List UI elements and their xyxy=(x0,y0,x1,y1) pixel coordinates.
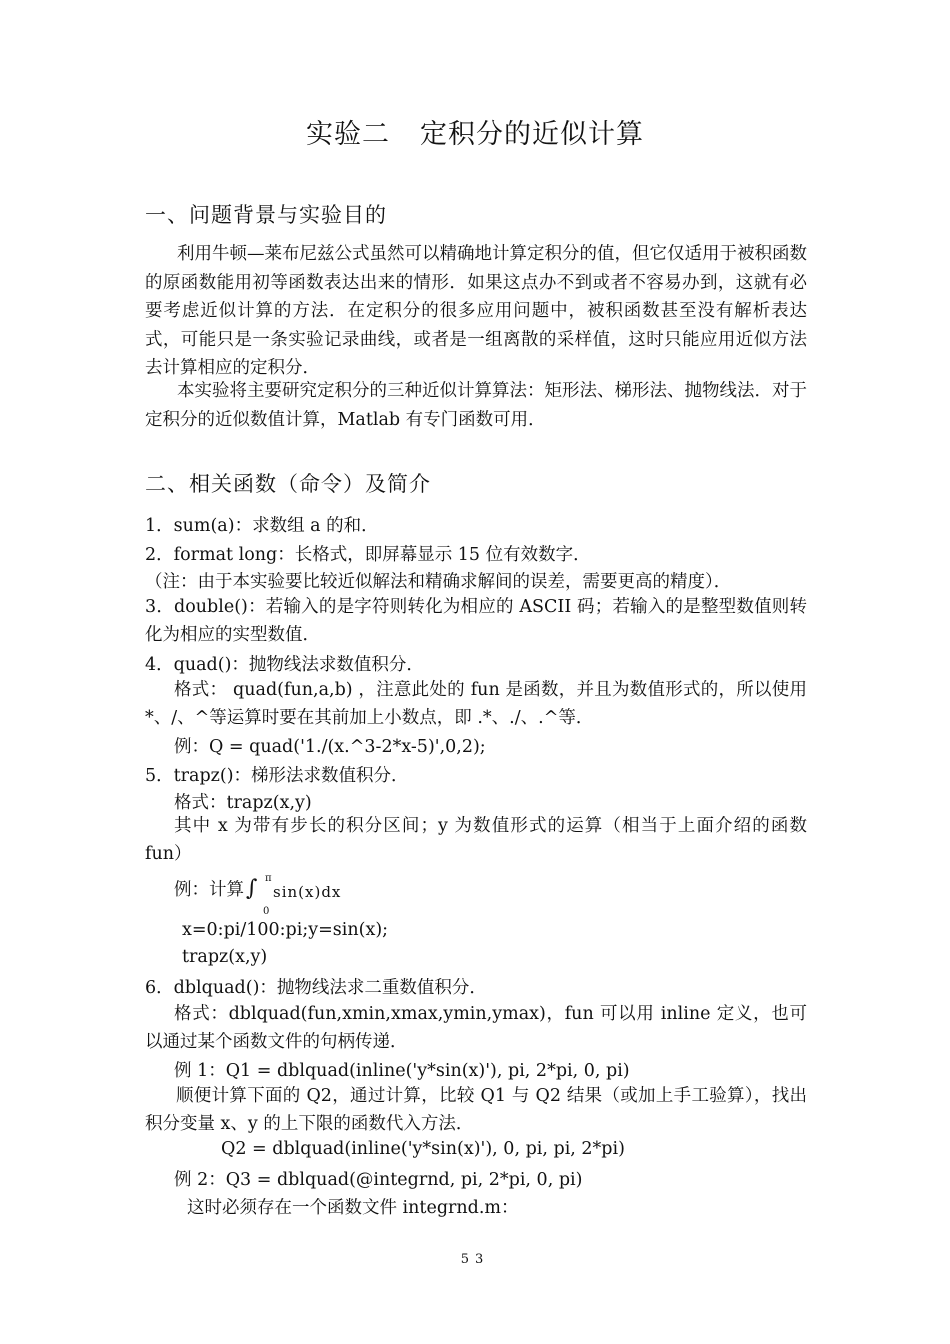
integral-upper-limit: π xyxy=(265,873,272,884)
item-quad: 4．quad()：抛物线法求数值积分． xyxy=(145,655,424,675)
integral-expression: sin(x)dx xyxy=(273,883,342,901)
dblquad-example-2: 例 2：Q3 = dblquad(@integrnd, pi, 2*pi, 0, pi) xyxy=(174,1170,583,1190)
integral-example xyxy=(174,873,342,917)
trapz-code-line-1: x=0:pi/100:pi;y=sin(x); xyxy=(182,920,389,940)
dblquad-comparison-note: 顺便计算下面的 Q2，通过计算，比较 Q1 与 Q2 结果（或加上手工验算），找出积分变量 x、y 的上下限的函数代入方法． xyxy=(145,1086,807,1134)
integral-sign: ∫ xyxy=(246,876,258,901)
title-experiment-number: 实验二 xyxy=(306,119,390,150)
page-number: 53 xyxy=(460,1252,490,1267)
dblquad-format-description: 格式：dblquad(fun,xmin,xmax,ymin,ymax)，fun 可以用 inline 定义，也可以通过某个函数文件的句柄传递． xyxy=(145,1004,807,1052)
paragraph-goal: 本实验将主要研究定积分的三种近似计算算法：矩形法、梯形法、抛物线法．对于定积分的近似数值计算，Matlab 有专门函数可用． xyxy=(145,381,807,430)
quad-format-description: 格式： quad(fun,a,b) ，注意此处的 fun 是函数，并且为数值形式的，所以使用*、/、^等运算时要在其前加上小数点，即 .*、./、.^等． xyxy=(145,680,807,728)
integral-example-label: 例：计算 xyxy=(174,880,244,900)
page-title xyxy=(0,112,950,151)
quad-example: 例：Q = quad('1./(x.^3-2*x-5)',0,2); xyxy=(174,737,486,757)
item-sum: 1．sum(a)：求数组 a 的和． xyxy=(145,516,379,536)
integrnd-file-note: 这时必须存在一个函数文件 integrnd.m： xyxy=(187,1198,519,1218)
dblquad-example-1: 例 1：Q1 = dblquad(inline('y*sin(x)'), pi, 2*pi, 0, pi) xyxy=(174,1061,630,1081)
item-dblquad: 6．dblquad()：抛物线法求二重数值积分． xyxy=(145,978,487,998)
trapz-description: 其中 x 为带有步长的积分区间；y 为数值形式的运算（相当于上面介绍的函数 fun） xyxy=(145,816,807,864)
item-double: 3．double()：若输入的是字符则转化为相应的 ASCII 码；若输入的是整型数值则转化为相应的实型数值． xyxy=(145,597,807,645)
dblquad-q2-code: Q2 = dblquad(inline('y*sin(x)'), 0, pi, pi, 2*pi) xyxy=(221,1139,625,1159)
item-format-long: 2．format long：长格式，即屏幕显示 15 位有效数字． xyxy=(145,545,591,565)
trapz-code-line-2: trapz(x,y) xyxy=(182,947,268,967)
item-trapz: 5．trapz()：梯形法求数值积分． xyxy=(145,766,409,786)
section-heading-functions: 二、相关函数（命令）及简介 xyxy=(145,472,431,496)
note-precision: （注：由于本实验要比较近似解法和精确求解间的误差，需要更高的精度）． xyxy=(145,572,732,592)
paragraph-background: 利用牛顿—莱布尼兹公式虽然可以精确地计算定积分的值，但它仅适用于被积函数的原函数能用初等函数表达出来的情形．如果这点办不到或者不容易办到，这就有必要考虑近似计算的方法．在定积分的很多应用问题中，被积函数甚至没有解析表达式，可能只是一条实验记录曲线，或者是一组离散的采样值，这时只能应用近似方法去计算相应的定积分． xyxy=(145,244,807,379)
trapz-format: 格式：trapz(x,y) xyxy=(174,793,312,813)
section-heading-background: 一、问题背景与实验目的 xyxy=(145,203,387,227)
integral-lower-limit: 0 xyxy=(263,906,270,917)
title-topic: 定积分的近似计算 xyxy=(420,119,644,150)
